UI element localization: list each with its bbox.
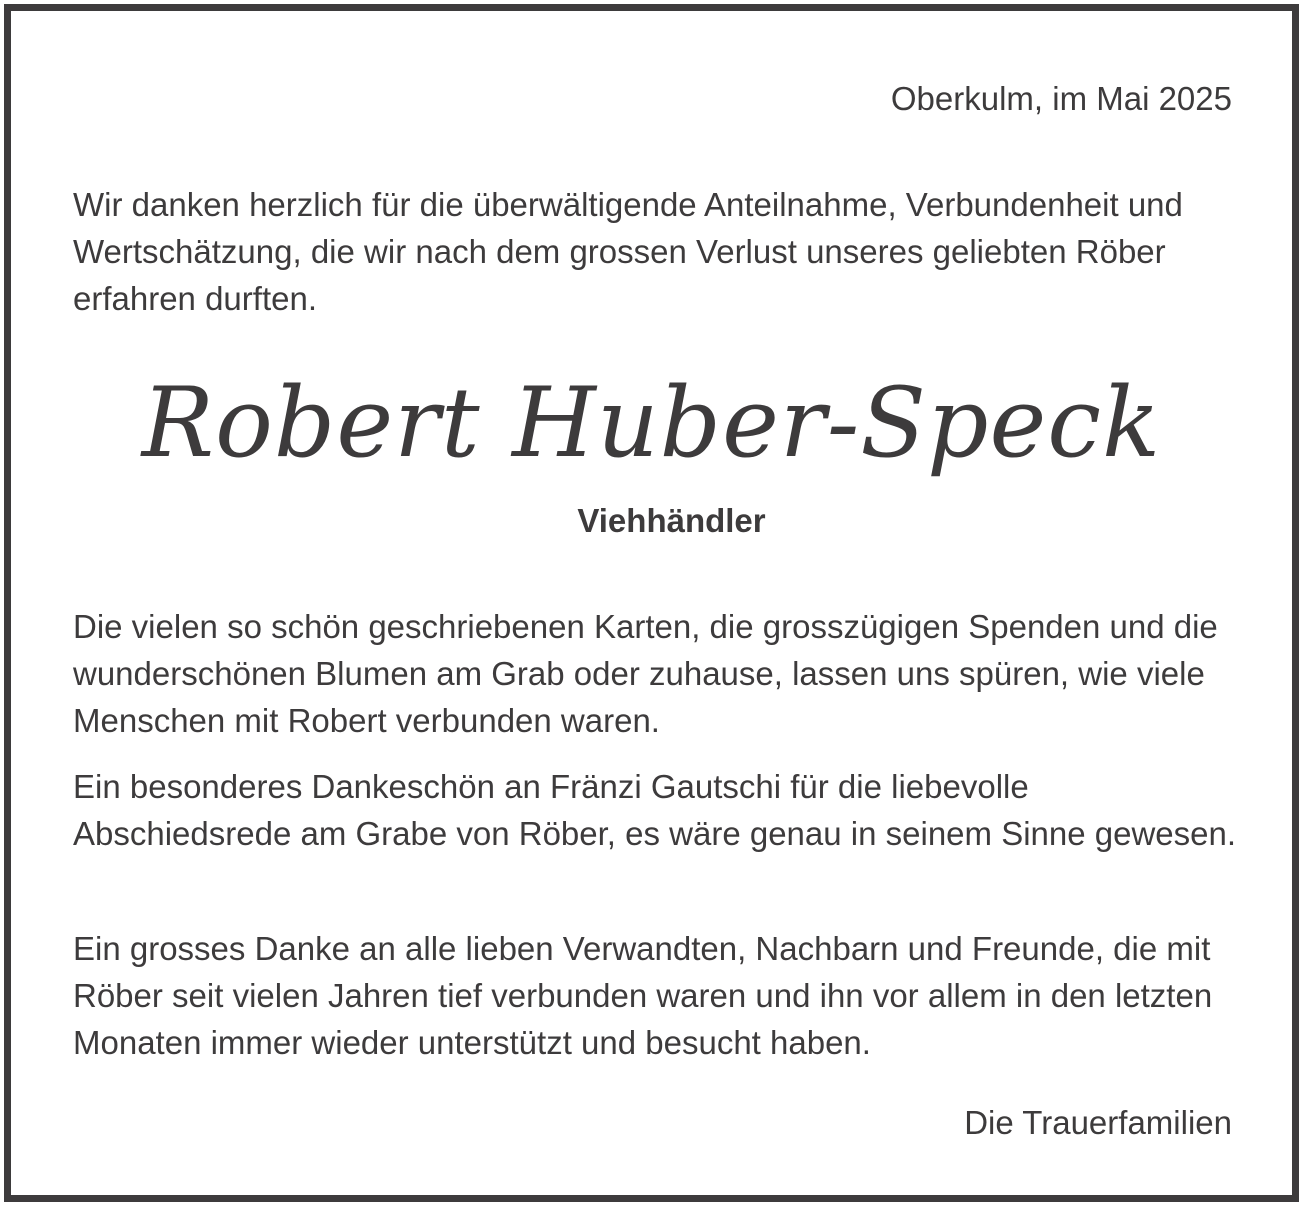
friends-thanks-paragraph: Ein grosses Danke an alle lieben Verwandten, Nachbarn und Freunde, die mit Röber seit vielen Jahren tief verbunden waren und ihn vor allem in den letzten Monaten immer wieder unterstützt und besucht haben. xyxy=(73,930,1213,1061)
speech-thanks-paragraph: Ein besonderes Dankeschön an Fränzi Gautschi für die liebevolle Abschiedsrede am Grabe von Röber, es wäre genau in seinem Sinne gewesen. xyxy=(73,768,1237,852)
place-date: Oberkulm, im Mai 2025 xyxy=(890,80,1232,117)
obituary-thank-you-notice xyxy=(4,4,1299,1202)
signature: Die Trauerfamilien xyxy=(964,1104,1232,1141)
occupation: Viehhändler xyxy=(577,502,766,539)
deceased-name: Robert Huber-Speck xyxy=(141,367,1162,479)
cards-thanks-paragraph: Die vielen so schön geschriebenen Karten, die grosszügigen Spenden und die wunderschönen Blumen am Grab oder zuhause, lassen uns spüren, wie viele Menschen mit Robert verbunden waren. xyxy=(73,608,1218,739)
intro-paragraph: Wir danken herzlich für die überwältigende Anteilnahme, Verbundenheit und Wertschätzung, die wir nach dem grossen Verlust unseres geliebten Röber erfahren durften. xyxy=(73,186,1183,317)
